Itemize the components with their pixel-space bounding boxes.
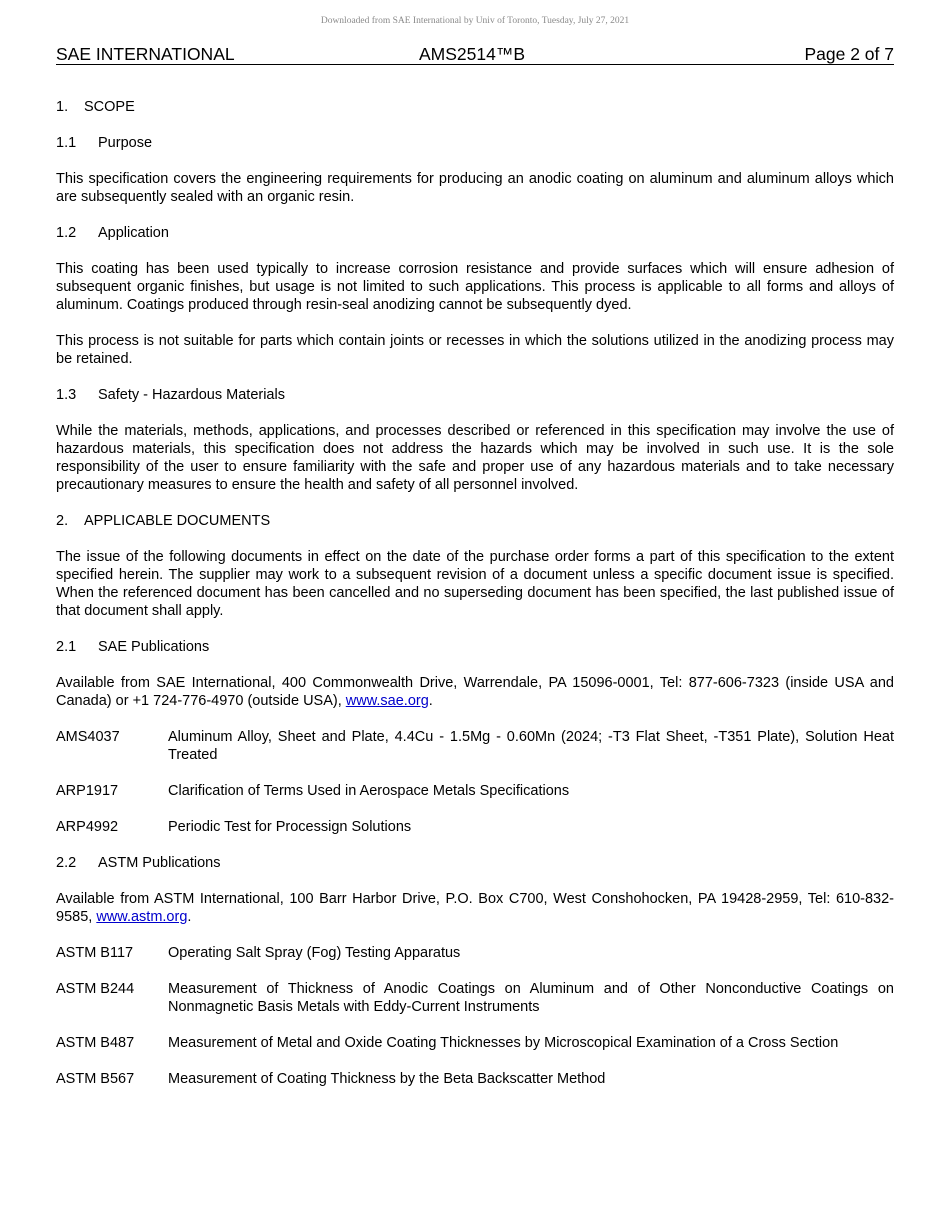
reference-item [56, 944, 894, 962]
page-header [56, 44, 894, 65]
application-paragraph-2: This process is not suitable for parts which contain joints or recesses in which the solutions utilized in the anodizing process may be retained. [56, 333, 894, 367]
section-title: APPLICABLE DOCUMENTS [84, 513, 271, 529]
punctuation: . [428, 693, 433, 709]
astm-website-link[interactable]: www.astm.org [96, 909, 188, 925]
reference-title: Measurement of Metal and Oxide Coating Thicknesses by Microscopical Examination of a Cross Section [168, 1035, 839, 1051]
section-number: 2.2 [56, 855, 77, 871]
reference-code: ARP1917 [56, 783, 119, 799]
section-2-heading [56, 512, 894, 530]
reference-item [56, 818, 894, 836]
reference-item [56, 728, 894, 764]
reference-title: Aluminum Alloy, Sheet and Plate, 4.4Cu - 1.5Mg - 0.60Mn (2024; -T3 Flat Sheet, -T351 Plate), Solution Heat Treated [168, 729, 894, 763]
header-org: SAE INTERNATIONAL [56, 44, 235, 64]
section-title: Purpose [98, 135, 153, 151]
section-title: SCOPE [84, 99, 135, 115]
astm-availability-paragraph [56, 890, 894, 926]
sae-availability-text: Available from SAE International, 400 Commonwealth Drive, Warrendale, PA 15096-0001, Tel: 877-606-7323 (inside USA and Canada) or +1 724-776-4970 (outside USA), [56, 675, 894, 709]
section-number: 1. [56, 99, 69, 115]
section-title: Safety - Hazardous Materials [98, 387, 285, 403]
section-2-2-heading [56, 854, 894, 872]
header-doc-id: AMS2514™B [419, 44, 526, 64]
section-title: SAE Publications [98, 639, 210, 655]
reference-item [56, 1034, 894, 1052]
reference-code: AMS4037 [56, 729, 120, 745]
applicable-documents-paragraph: The issue of the following documents in effect on the date of the purchase order forms a part of this specification to the extent specified herein. The supplier may work to a subsequent revision of a document unless a specific document issue is specified. When the referenced document has been cancelled and no superseding document has been specified, the last published issue of that document shall apply. [56, 549, 894, 619]
header-page-number: Page 2 of 7 [804, 44, 894, 64]
reference-item [56, 1070, 894, 1088]
astm-availability-text: Available from ASTM International, 100 Barr Harbor Drive, P.O. Box C700, West Conshohocken, PA 19428-2959, Tel: 610-832-9585, [56, 891, 894, 925]
reference-item [56, 782, 894, 800]
reference-code: ASTM B487 [56, 1035, 135, 1051]
punctuation: . [187, 909, 192, 925]
section-number: 2. [56, 513, 69, 529]
reference-code: ASTM B244 [56, 981, 135, 997]
section-number: 1.3 [56, 387, 77, 403]
purpose-paragraph: This specification covers the engineering requirements for producing an anodic coating on aluminum and aluminum alloys which are subsequently sealed with an organic resin. [56, 171, 894, 205]
reference-title: Periodic Test for Processign Solutions [168, 819, 412, 835]
document-body [56, 98, 894, 1106]
section-1-2-heading [56, 224, 894, 242]
section-number: 1.1 [56, 135, 77, 151]
reference-code: ASTM B117 [56, 945, 134, 961]
section-1-1-heading [56, 134, 894, 152]
reference-code: ASTM B567 [56, 1071, 135, 1087]
section-number: 2.1 [56, 639, 77, 655]
section-1-heading [56, 98, 894, 116]
section-number: 1.2 [56, 225, 77, 241]
reference-code: ARP4992 [56, 819, 119, 835]
reference-title: Measurement of Thickness of Anodic Coatings on Aluminum and of Other Nonconductive Coatings on Nonmagnetic Basis Metals with Eddy-Current Instruments [168, 981, 894, 1015]
safety-paragraph: While the materials, methods, applications, and processes described or referenced in this specification may involve the use of hazardous materials, this specification does not address the hazards which may be involved in such use. It is the sole responsibility of the user to ensure familiarity with the safe and proper use of any hazardous materials and to take necessary precautionary measures to ensure the health and safety of all personnel involved. [56, 423, 894, 493]
section-1-3-heading [56, 386, 894, 404]
download-watermark: Downloaded from SAE International by Univ of Toronto, Tuesday, July 27, 2021 [320, 16, 630, 26]
reference-title: Measurement of Coating Thickness by the Beta Backscatter Method [168, 1071, 606, 1087]
reference-item [56, 980, 894, 1016]
reference-title: Operating Salt Spray (Fog) Testing Apparatus [168, 945, 461, 961]
application-paragraph-1: This coating has been used typically to increase corrosion resistance and provide surfaces which will ensure adhesion of subsequent organic finishes, but usage is not limited to such applications. This process is applicable to all forms and alloys of aluminum. Coatings produced through resin-seal anodizing cannot be subsequently dyed. [56, 261, 894, 313]
section-title: Application [98, 225, 169, 241]
reference-title: Clarification of Terms Used in Aerospace Metals Specifications [168, 783, 570, 799]
sae-availability-paragraph [56, 674, 894, 710]
section-2-1-heading [56, 638, 894, 656]
section-title: ASTM Publications [98, 855, 221, 871]
sae-website-link[interactable]: www.sae.org [345, 693, 429, 709]
